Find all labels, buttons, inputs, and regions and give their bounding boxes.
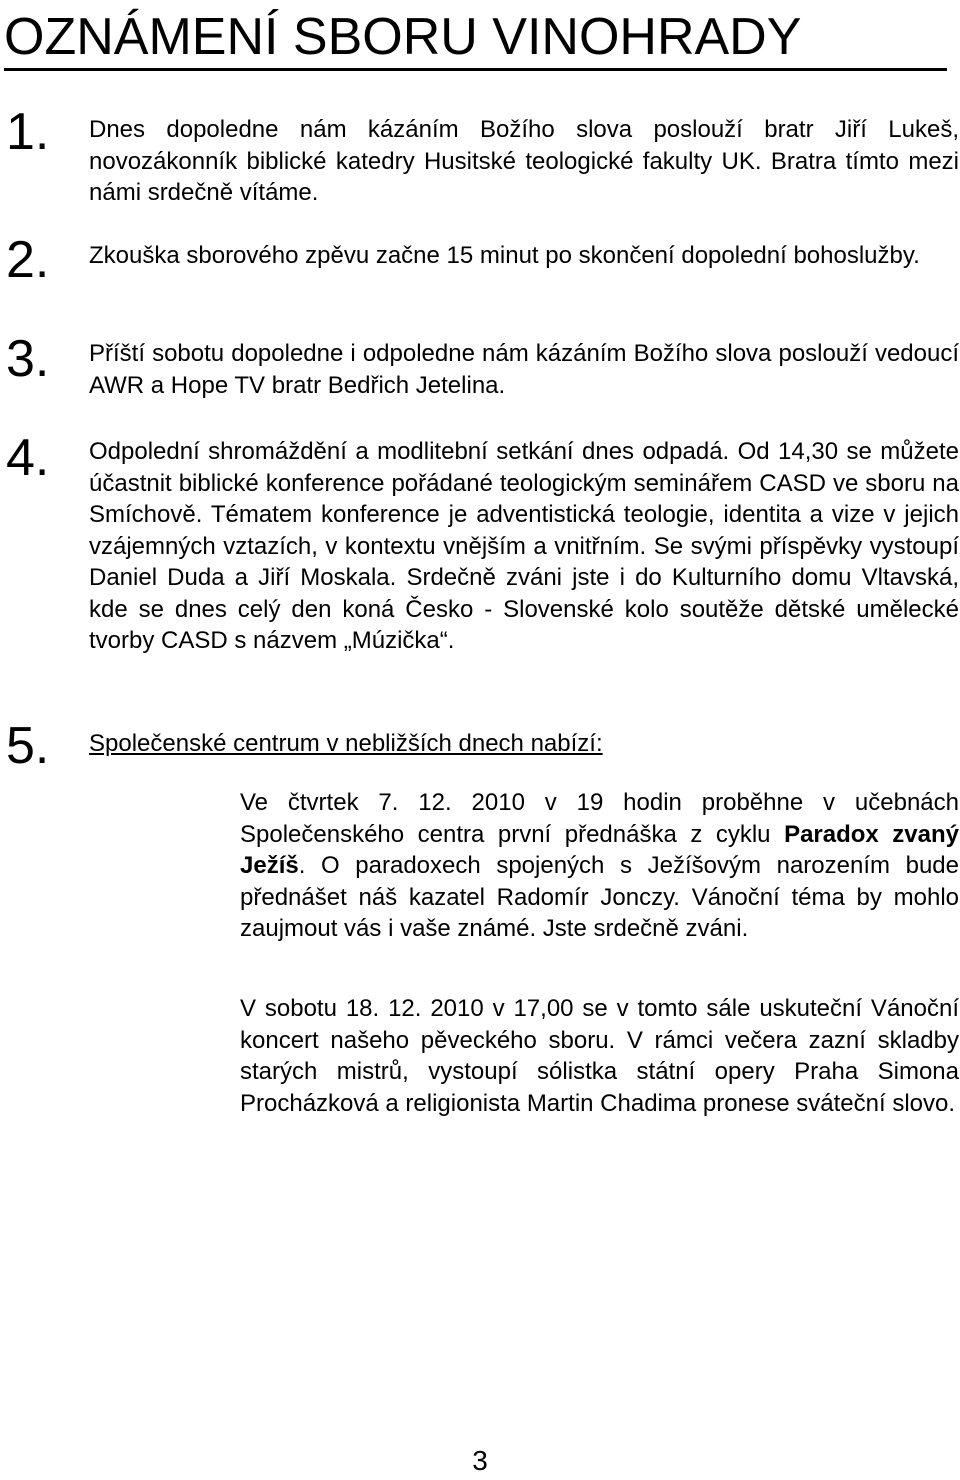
- item-number-1: 1.: [6, 103, 50, 161]
- item-number-2: 2.: [6, 231, 50, 289]
- announcement-heading: Společenské centrum v nebližších dnech nabízí:: [89, 730, 603, 757]
- item-number-5: 5.: [6, 717, 50, 775]
- announcement-1: [89, 114, 959, 209]
- event-lecture-intro: Ve čtvrtek 7. 12. 2010 v 19 hodin proběhne v učebnách Společenského centra první přednáška z cyklu: [240, 789, 959, 848]
- page-title: OZNÁMENÍ SBORU VINOHRADY: [4, 6, 947, 71]
- page-number: 3: [472, 1445, 488, 1476]
- event-concert-text: V sobotu 18. 12. 2010 v 17,00 se v tomto sále uskuteční Vánoční koncert našeho pěveckého sboru. V rámci večera zazní skladby starých mistrů, vystoupí sólistka státní opery Praha Simona Procházková a religionista Martin Chadima pronese sváteční slovo.: [240, 995, 959, 1117]
- announcement-text: Příští sobotu dopoledne i odpoledne nám kázáním Božího slova poslouží vedoucí AWR a Hope TV bratr Bedřich Jetelina.: [89, 340, 959, 399]
- announcement-text: Odpolední shromáždění a modlitební setkání dnes odpadá. Od 14,30 se můžete účastnit biblické konference pořádané teologickým seminářem CASD ve sboru na Smíchově. Tématem konference je adventistická teologie, identita a vize v jejich vzájemných vztazích, v kontextu vnějším a vnitřním. Se svými příspěvky vystoupí Daniel Duda a Jiří Moskala. Srdečně zváni jste i do Kulturního domu Vltavská, kde se dnes celý den koná Česko - Slovenské kolo soutěže dětské umělecké tvorby CASD s názvem „Múzička“.: [89, 438, 959, 654]
- announcement-4: [89, 436, 959, 657]
- announcement-text: Zkouška sborového zpěvu začne 15 minut po skončení dopolední bohoslužby.: [89, 242, 920, 269]
- event-lecture-text: [240, 787, 959, 945]
- event-lecture: [240, 787, 959, 945]
- event-concert: [240, 993, 959, 1119]
- item-number-3: 3.: [6, 330, 50, 388]
- announcement-text: Dnes dopoledne nám kázáním Božího slova poslouží bratr Jiří Lukeš, novozákonník biblické katedry Husitské teologické fakulty UK. Bratra tímto mezi námi srdečně vítáme.: [89, 116, 959, 206]
- item-number-4: 4.: [6, 429, 50, 487]
- announcement-5: [89, 728, 959, 760]
- lecture-series-name: Paradox zvaný Ježíš: [240, 820, 959, 880]
- announcement-3: [89, 338, 959, 401]
- announcement-2: [89, 240, 959, 272]
- event-lecture-details: . O paradoxech spojených s Ježíšovým narozením bude přednášet náš kazatel Radomír Jonczy. Vánoční téma by mohlo zaujmout vás i vaše známé. Jste srdečně zváni.: [240, 852, 959, 943]
